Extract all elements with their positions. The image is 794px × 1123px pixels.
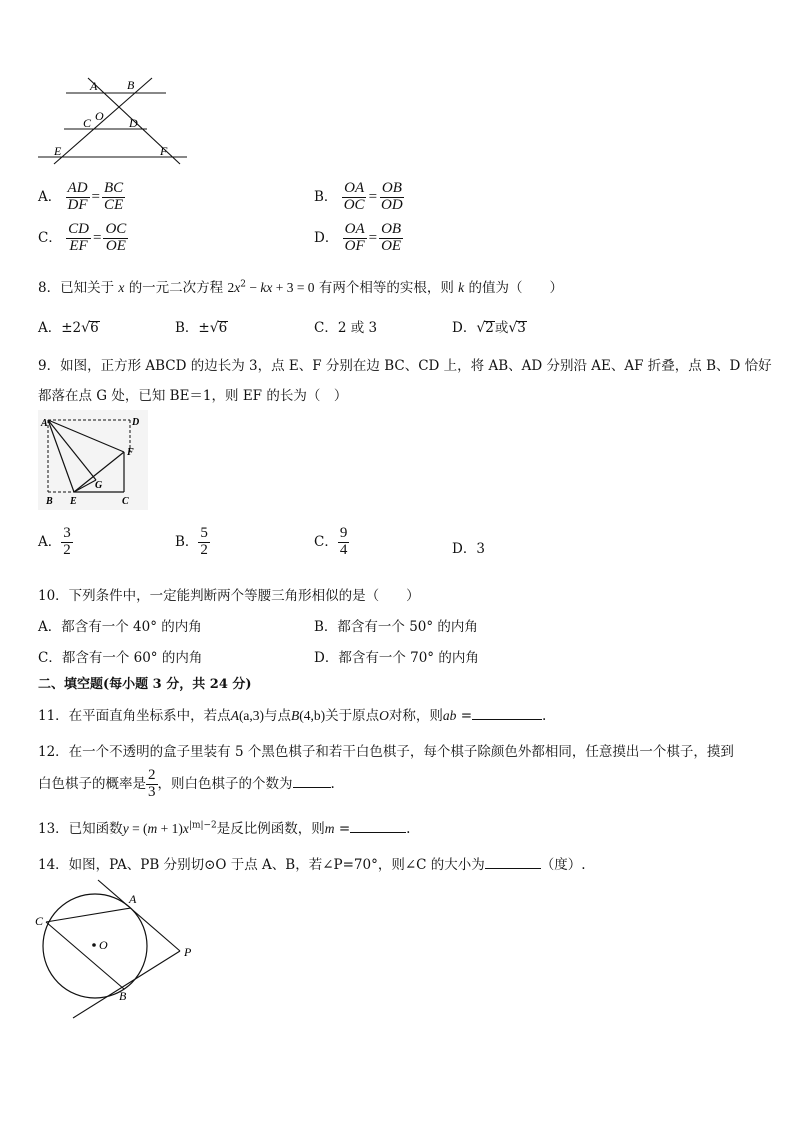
q10-stem: 10．下列条件中，一定能判断两个等腰三角形相似的是（ ） [38,588,420,604]
figure-square-fold [38,410,148,510]
label-a: A [129,892,137,906]
q8-option-a[interactable]: A．±2√6 [38,320,99,336]
label-a: A [41,418,48,429]
q12-stem-line1: 12．在一个不透明的盒子里装有 5 个黑色棋子和若干白色棋子，每个棋子除颜色外都相同，任意摸出一个棋子，摸到 [38,744,734,760]
chord-cb [46,922,124,989]
label-e: E [54,144,62,158]
q11-stem: 11．在平面直角坐标系中，若点A(a,3)与点B(4,b)关于原点O对称，则ab = . [38,704,546,724]
q10-option-d[interactable]: D．都含有一个 70° 的内角 [314,650,479,666]
label-c: C [122,496,129,507]
label-f: F [127,447,134,458]
label-e: E [70,496,77,507]
label-o: O [95,109,104,123]
q9-option-c[interactable]: C． $\frac{9}{4}$ [314,525,348,558]
q9-option-a[interactable]: A． $\frac{3}{2}$ [38,525,71,558]
section-fill-in-title: 二、填空题(每小题 3 分，共 24 分) [38,677,252,692]
q11-answer-blank[interactable] [472,705,542,720]
q9-option-b[interactable]: B． $\frac{5}{2}$ [175,525,208,558]
q10-option-c[interactable]: C．都含有一个 60° 的内角 [38,650,203,666]
label-c: C [83,116,92,130]
tangent-pb [73,951,180,1018]
label-o: O [99,938,108,952]
q9-stem-line2: 都落在点 G 处，已知 BE＝1，则 EF 的长为（ ） [38,388,348,404]
tangent-pa [98,880,180,951]
label-g: G [95,480,103,491]
q13-answer-blank[interactable] [350,818,406,833]
label-c: C [35,914,44,928]
q10-option-a[interactable]: A．都含有一个 40° 的内角 [38,619,202,635]
q13-stem: 13．已知函数$y = (m + 1)x^{|m|-2}$是反比例函数，则m = . [38,817,410,837]
q8-option-d[interactable]: D．√2或√3 [452,320,526,336]
label-p: P [184,945,192,959]
q8-option-c[interactable]: C．2 或 3 [314,320,378,336]
label-b: B [119,989,127,1003]
label-d: D [129,116,138,130]
figure-circle-tangents [30,876,210,1026]
q9-option-d[interactable]: D．3 [452,541,485,557]
label-b: B [46,496,53,507]
chord-ca [46,908,131,922]
q7-option-c[interactable]: C． $\frac{CD}{EF}$ = $\frac{OC}{OE}$ [38,221,127,254]
q7-option-d[interactable]: D． $\frac{OA}{OF}$ = $\frac{OB}{OE}$ [314,221,402,254]
q7-option-b[interactable]: B． $\frac{OA}{OC}$ = $\frac{OB}{OD}$ [314,180,403,213]
label-a: A [90,79,98,93]
q8-stem: 8．已知关于 x 的一元二次方程 $2x^2$ − kx + 3 = 0 有两个相等的实根，则 k 的值为（ ） [38,279,563,296]
center-o-dot [92,943,96,947]
q12-stem-line2: 白色棋子的概率是 $\frac{2}{3}$ ，则白色棋子的个数为 . [38,767,335,800]
label-d: D [132,417,140,428]
label-b: B [127,78,135,92]
q9-stem-line1: 9．如图，正方形 ABCD 的边长为 3，点 E、F 分别在边 BC、CD 上，将 AB、AD 分别沿 AE、AF 折叠，点 B、D 恰好 [38,358,772,374]
q14-stem: 14．如图，PA、PB 分别切⊙O 于点 A、B，若∠P=70°，则∠C 的大小为 （度）. [38,853,586,873]
q12-answer-blank[interactable] [293,773,331,788]
q10-option-b[interactable]: B．都含有一个 50° 的内角 [314,619,478,635]
q7-option-a[interactable]: A． $\frac{AD}{DF}$ = $\frac{BC}{CE}$ [38,180,124,213]
figure-parallel-lines [30,72,195,167]
q14-answer-blank[interactable] [485,854,541,869]
label-f: F [160,144,168,158]
q8-option-b[interactable]: B．±√6 [175,320,228,336]
